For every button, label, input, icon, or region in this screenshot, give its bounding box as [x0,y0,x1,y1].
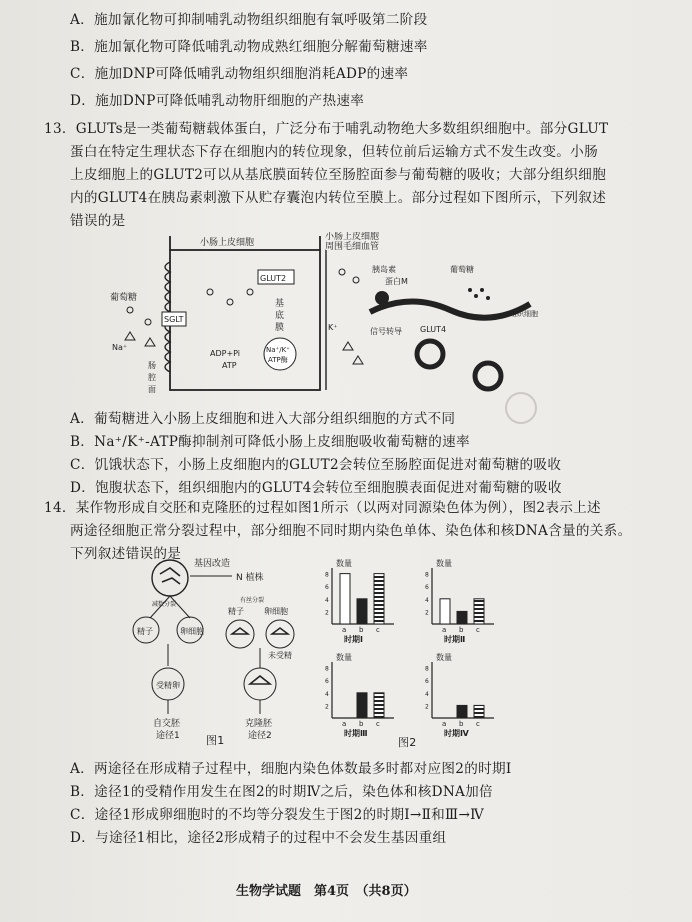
q13-option-b: B．Na⁺/K⁺-ATP酶抑制剂可降低小肠上皮细胞吸收葡萄糖的速率 [70,434,470,450]
label-glucose: 葡萄糖 [110,293,138,303]
x-tick-label: a [442,720,447,728]
y-tick-label: 2 [325,703,329,711]
q14-stem-line1: 14．某作物形成自交胚和克隆胚的过程如图1所示（以两对同源染色体为例），图2表示上述 [44,500,601,516]
label-glut2: GLUT2 [260,274,287,283]
bar-c [474,705,484,718]
y-tick-label: 2 [325,609,329,617]
label-signal: 信号转导 [370,327,402,336]
y-tick-label: 6 [325,584,329,592]
bar-c [474,599,484,624]
label-basal2: 底 [275,311,285,321]
q13-stem-line1: 13．GLUTs是一类葡萄糖载体蛋白，广泛分布于哺乳动物绝大多数组织细胞中。部分GLUT [44,121,609,137]
y-tick-label: 6 [425,584,429,592]
figure2-caption: 图2 [398,736,417,749]
q14-stem-line2: 两途径细胞正常分裂过程中，部分细胞不同时期内染色单体、染色体和核DNA含量的关系。 [70,523,632,539]
y-axis-label: 数量 [436,559,452,568]
label-tissue: 组织细胞 [510,310,538,318]
y-tick-label: 4 [325,596,329,604]
bar-b [357,599,367,624]
label-glut4: GLUT4 [420,325,447,334]
na-k-pump [264,338,296,370]
label-epithelial: 小肠上皮细胞 [200,238,255,248]
vesicle-1 [417,341,443,367]
label-sperm: 精子 [137,627,153,636]
q13-stem-line4: 内的GLUT4在胰岛素刺激下从贮存囊泡内转位至膜上。部分过程如下图所示，下列叙述 [70,190,607,206]
bar-chart-3 [325,652,394,738]
q13-option-a: A．葡萄糖进入小肠上皮细胞和进入大部分组织细胞的方式不同 [70,411,456,427]
label-mitosis-like: 有丝分裂 [240,597,265,604]
x-tick-label: c [376,626,380,634]
label-insulin: 胰岛素 [372,265,396,274]
y-tick-label: 2 [425,609,429,617]
label-lumen2: 腔 [148,373,156,382]
y-tick-label: 4 [425,690,429,698]
q12-option-b: B．施加氰化物可降低哺乳动物成熟红细胞分解葡萄糖速率 [70,39,428,55]
label-capillary2: 周围毛细血管 [325,242,380,252]
label-lumen1: 肠 [148,361,156,370]
vesicle-2 [475,363,501,389]
label-protein-m: 蛋白M [385,277,408,286]
y-tick-label: 8 [325,571,329,579]
y-axis-label: 数量 [436,653,452,662]
x-tick-label: c [376,720,380,728]
label-k: K⁺ [328,323,338,332]
x-tick-label: a [442,626,447,634]
label-fertilized-egg: 受精卵 [156,681,180,690]
q13-figure [110,232,570,402]
label-meiosis: 减数分裂 [152,601,177,608]
x-tick-label: c [476,720,480,728]
y-tick-label: 4 [425,596,429,604]
bar-a [440,599,450,624]
bar-chart-2 [425,558,494,644]
bar-c [374,574,384,624]
x-tick-label: b [359,720,364,728]
chart-title: 时期Ⅰ [344,635,363,644]
y-tick-label: 4 [325,690,329,698]
q14-stem-line3: 下列叙述错误的是 [70,546,182,562]
label-unfertilized: 未受精 [268,651,292,660]
y-tick-label: 8 [425,665,429,673]
y-tick-label: 8 [325,665,329,673]
q12-option-a: A．施加氰化物可抑制哺乳动物组织细胞有氧呼吸第二阶段 [70,12,428,28]
figure-1 [128,556,308,746]
x-tick-label: b [359,626,364,634]
q13-option-d: D．饱腹状态下，组织细胞内的GLUT4会转位至细胞膜表面促进对葡萄糖的吸收 [70,480,562,496]
q13-option-c: C．饥饿状态下，小肠上皮细胞内的GLUT2会转位至肠腔面促进对葡萄糖的吸收 [70,457,562,473]
label-gene-edit: 基因改造 [194,559,231,569]
bar-chart-4 [425,652,494,738]
q13-stem-line5: 错误的是 [70,213,126,229]
q14-option-c: C．途径1形成卵细胞时的不均等分裂发生于图2的时期Ⅰ→Ⅱ和Ⅲ→Ⅳ [70,807,485,823]
label-sglt: SGLT [164,315,184,324]
x-tick-label: c [476,626,480,634]
q14-option-a: A．两途径在形成精子过程中，细胞内染色体数最多时都对应图2的时期Ⅰ [70,761,512,777]
label-n-plant: N 植株 [236,573,264,583]
x-tick-label: a [342,720,347,728]
q13-stem-line2: 蛋白在特定生理状态下存在细胞内的转位现象，但转位前后运输方式不发生改变。小肠 [70,144,598,160]
bar-a [340,574,350,624]
q13-stem-line3: 上皮细胞上的GLUT2可以从基底膜面转位至肠腔面参与葡萄糖的吸收；大部分组织细胞 [70,167,607,183]
label-egg2: 卵细胞 [264,607,288,616]
label-sperm2: 精子 [228,607,244,616]
y-axis-label: 数量 [336,559,352,568]
y-axis-label: 数量 [336,653,352,662]
label-basal: 基 [275,299,285,309]
label-capillary: 小肠上皮细胞 [325,232,380,242]
chart-title: 时期Ⅳ [444,729,469,738]
y-tick-label: 2 [425,703,429,711]
label-clone-embryo: 克隆胚 [245,719,273,729]
bar-b [457,611,467,624]
chart-title: 时期Ⅱ [444,635,466,644]
label-path1: 途径1 [156,731,180,741]
y-tick-label: 6 [325,678,329,686]
label-basal3: 膜 [275,323,285,333]
label-lumen3: 面 [148,385,156,394]
bar-b [357,693,367,718]
y-tick-label: 8 [425,571,429,579]
q12-option-d: D．施加DNP可降低哺乳动物肝细胞的产热速率 [70,93,365,109]
bar-c [374,693,384,718]
x-tick-label: b [459,626,464,634]
q12-option-c: C．施加DNP可降低哺乳动物组织细胞消耗ADP的速率 [70,66,409,82]
epithelial-cell [170,250,320,390]
q14-option-d: D．与途径1相比，途径2形成精子的过程中不会发生基因重组 [70,830,447,846]
figure1-caption: 图1 [206,734,225,747]
bar-chart-1 [325,558,394,644]
cell-membrane [370,301,530,317]
chart-title: 时期Ⅲ [344,729,368,738]
label-na: Na⁺ [112,343,128,352]
label-glucose2: 葡萄糖 [450,265,474,274]
q14-option-b: B．途径1的受精作用发生在图2的时期Ⅳ之后，染色体和核DNA加倍 [70,784,493,800]
page-footer: 生物学试题 第4页 （共8页） [236,884,417,899]
label-adp: ADP+Pi [210,349,241,358]
y-tick-label: 6 [425,678,429,686]
label-pump2: ATP酶 [268,356,288,364]
figure-2 [310,552,510,742]
label-atp: ATP [222,361,237,370]
label-path2: 途径2 [248,731,272,741]
x-tick-label: a [342,626,347,634]
x-tick-label: b [459,720,464,728]
label-pump1: Na⁺/K⁺ [266,346,290,354]
bar-b [457,705,467,718]
label-self-embryo: 自交胚 [153,719,181,729]
label-egg: 卵细胞 [180,627,204,636]
